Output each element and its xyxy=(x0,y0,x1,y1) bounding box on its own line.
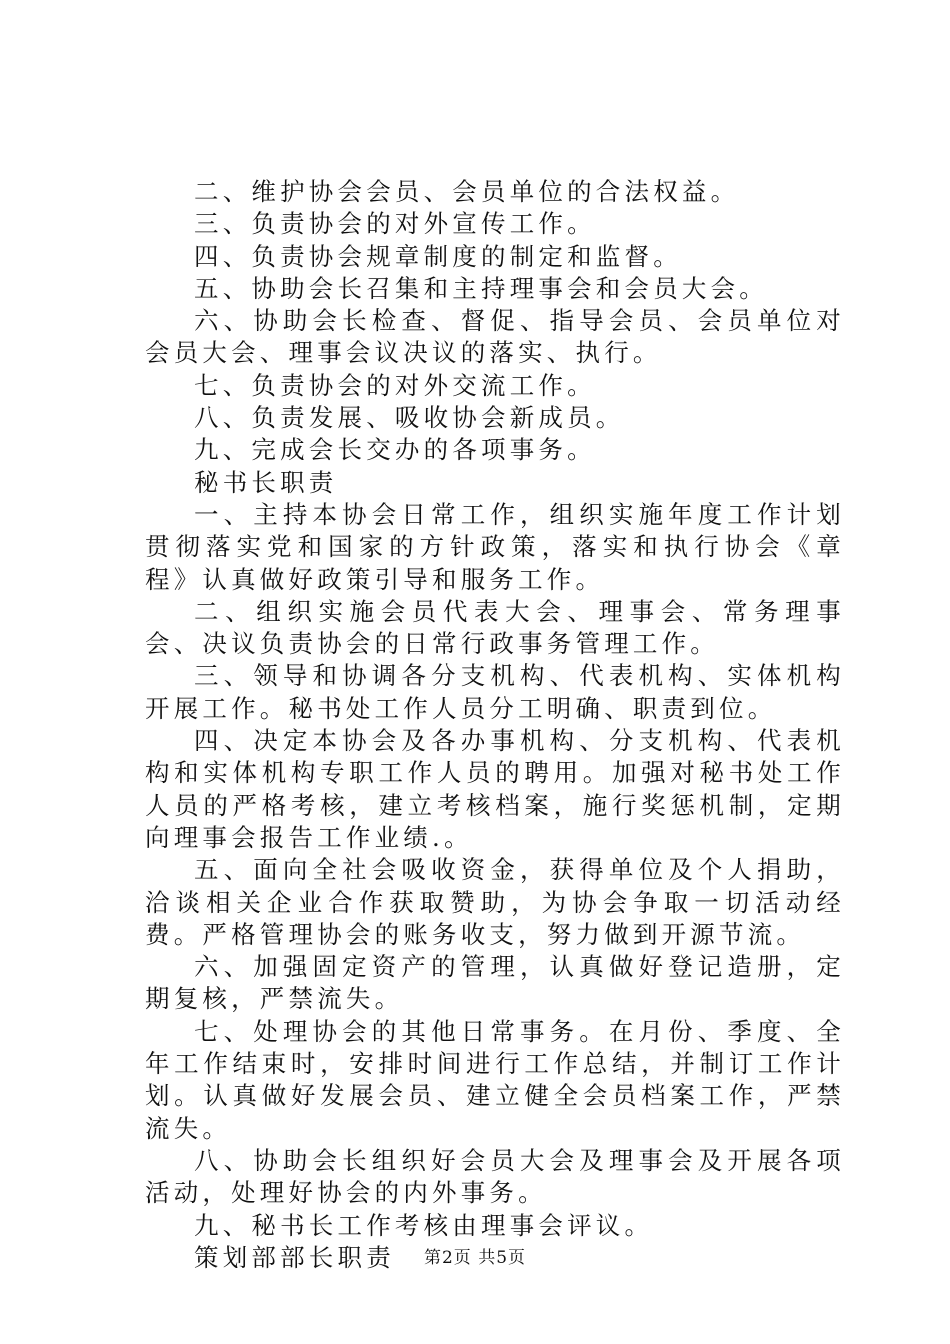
document-body xyxy=(145,176,845,1274)
paragraph-duty-9: 九、完成会长交办的各项事务。 xyxy=(194,435,596,465)
section-heading-planning-director: 策划部部长职责 xyxy=(194,1242,395,1272)
paragraph-secretary-duty-9: 九、秘书长工作考核由理事会评议。 xyxy=(194,1210,654,1240)
section-heading-secretary-general: 秘书长职责 xyxy=(194,467,338,497)
paragraph-secretary-duty-8: 八、协助会长组织好会员大会及理事会及开展各项活动，处理好协会的内外事务。 xyxy=(145,1145,845,1208)
paragraph-duty-8: 八、负责发展、吸收协会新成员。 xyxy=(194,403,625,433)
paragraph-duty-6: 六、协助会长检查、督促、指导会员、会员单位对会员大会、理事会议决议的落实、执行。 xyxy=(145,306,845,368)
page-number-footer: 第2页 共5页 xyxy=(423,1248,527,1268)
paragraph-duty-5: 五、协助会长召集和主持理事会和会员大会。 xyxy=(194,273,768,303)
paragraph-secretary-duty-6: 六、加强固定资产的管理，认真做好登记造册，定期复核，严禁流失。 xyxy=(145,952,845,1014)
paragraph-duty-4: 四、负责协会规章制度的制定和监督。 xyxy=(194,241,682,271)
paragraph-secretary-duty-7: 七、处理协会的其他日常事务。在月份、季度、全年工作结束时，安排时间进行工作总结，并制订工作计划。认真做好发展会员、建立健全会员档案工作，严禁流失。 xyxy=(145,1016,845,1143)
paragraph-secretary-duty-1: 一、主持本协会日常工作，组织实施年度工作计划贯彻落实党和国家的方针政策，落实和执行协会《章程》认真做好政策引导和服务工作。 xyxy=(145,499,845,594)
paragraph-duty-7: 七、负责协会的对外交流工作。 xyxy=(194,370,596,400)
paragraph-secretary-duty-4: 四、决定本协会及各办事机构、分支机构、代表机构和实体机构专职工作人员的聘用。加强对秘书处工作人员的严格考核，建立考核档案，施行奖惩机制，定期向理事会报告工作业绩.。 xyxy=(145,726,845,852)
paragraph-duty-2: 二、维护协会会员、会员单位的合法权益。 xyxy=(194,177,740,206)
paragraph-duty-3: 三、负责协会的对外宣传工作。 xyxy=(194,209,596,239)
paragraph-secretary-duty-5: 五、面向全社会吸收资金，获得单位及个人捐助，洽谈相关企业合作获取赞助，为协会争取一切活动经费。严格管理协会的账务收支，努力做到开源节流。 xyxy=(145,855,845,949)
paragraph-secretary-duty-3: 三、领导和协调各分支机构、代表机构、实体机构开展工作。秘书处工作人员分工明确、职责到位。 xyxy=(145,661,845,723)
paragraph-secretary-duty-2: 二、组织实施会员代表大会、理事会、常务理事会、决议负责协会的日常行政事务管理工作。 xyxy=(145,596,845,659)
